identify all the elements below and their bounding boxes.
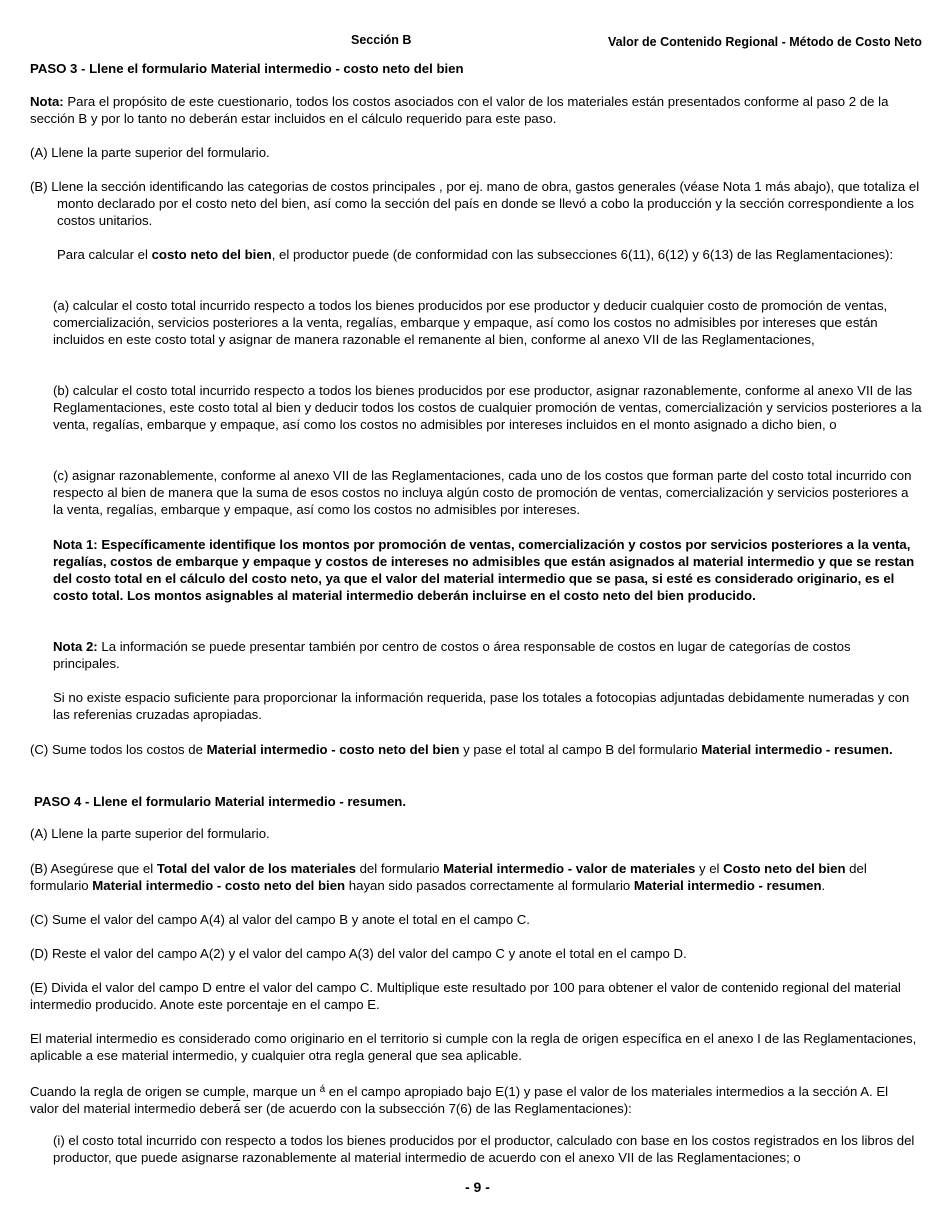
paso3-step-b: (B) Llene la sección identificando las categorias de costos principales , por ej. mano de obra, gastos generales (véase Nota 1 más abajo), que totaliza el monto declarado por el costo neto del bien, así como la sección del país en donde se llevó a cobo la producción y la sección correspondiente a los costos unitarios.	[30, 179, 920, 228]
paso4-option-i: (i) el costo total incurrido con respecto a todos los bienes producidos por el productor, calculado con base en los costos registrados en los libros del productor, que puede asignarse razonablemente al material intermedio de acuerdo con el anexo VII de las Reglamentaciones; o	[53, 1133, 915, 1165]
page-number: - 9 -	[465, 1179, 490, 1195]
checkmark-glyph: á	[319, 1084, 326, 1095]
paso3-nota: Nota: Para el propósito de este cuestionario, todos los costos asociados con el valor de los materiales están presentados conforme al paso 2 de la sección B y por lo tanto no deberán estar incluidos en el cálculo requerido para este paso.	[30, 94, 889, 126]
paso4-step-c: (C) Sume el valor del campo A(4) al valor del campo B y anote el total en el campo C.	[30, 912, 530, 927]
paso3-step-c: (C) Sume todos los costos de Material intermedio - costo neto del bien y pase el total al campo B del formulario Material intermedio - resumen.	[30, 742, 893, 757]
nota-label: Nota:	[30, 94, 64, 109]
paso4-step-a: (A) Llene la parte superior del formulario.	[30, 826, 270, 841]
paso4-heading: PASO 4 - Llene el formulario Material intermedio - resumen.	[34, 794, 407, 809]
paso4-step-e: (E) Divida el valor del campo D entre el valor del campo C. Multiplique este resultado por 100 para obtener el valor de contenido regional del material intermedio producido. Anote este porcentaje en el campo E.	[30, 980, 901, 1012]
paso3-heading: PASO 3 - Llene el formulario Material intermedio - costo neto del bien	[30, 61, 464, 76]
paso3-nota1: Nota 1: Específicamente identifique los montos por promoción de ventas, comercialización y costos por servicios posteriores a la venta, regalías, costos de embarque y empaque y costos de intereses no admisibles que están asignados al material intermedio y que se restan del costo total en el cálculo del costo neto, ya que el valor del material intermedio que se pasa, si esté es considerado originario, es el costo total. Los montos asignables al material intermedio deberán incluirse en el costo neto del bien producido.	[53, 537, 915, 603]
paso4-originario: El material intermedio es considerado como originario en el territorio si cumple con la regla de origen específica en el anexo I de las Reglamentaciones, aplicable a ese material intermedio, y cualquier otra regla general que sea aplicable.	[30, 1031, 917, 1063]
paso4-step-d: (D) Reste el valor del campo A(2) y el valor del campo A(3) del valor del campo C y anote el total en el campo D.	[30, 946, 687, 961]
page-header-title: Valor de Contenido Regional - Método de Costo Neto	[608, 35, 922, 49]
paso3-nota2: Nota 2: La información se puede presentar también por centro de costos o área responsable de costos en lugar de categorías de costos principales.	[53, 639, 851, 671]
paso3-step-a: (A) Llene la parte superior del formulario.	[30, 145, 270, 160]
accent-glyph: $\overline{á}$	[233, 1101, 241, 1116]
paso3-calc-intro: Para calcular el costo neto del bien, el productor puede (de conformidad con las subsecciones 6(11), 6(12) y 6(13) de las Reglamentaciones):	[57, 247, 894, 262]
section-label: Sección B	[351, 33, 412, 47]
paso3-option-a: (a) calcular el costo total incurrido respecto a todos los bienes producidos por ese productor y deducir cualquier costo de promoción de ventas, comercialización, servicios posteriores a la venta, regalías, embarque y empaque, así como los costos no admisibles por intereses que están incluidos en este costo total y asignar de manera razonable el remanente al bien, conforme al anexo VII de las Reglamentaciones,	[53, 298, 888, 347]
paso3-option-b: (b) calcular el costo total incurrido respecto a todos los bienes producidos por ese productor, asignar razonablemente, conforme al anexo VII de las Reglamentaciones, este costo total al bien y deducir todos los costos de cualquier promoción de ventas, comercialización y servicios posteriores a la venta, regalías, embarque y empaque, así como los costos no admisibles por intereses incluidos en el monto asignado a dicho bien, o	[53, 383, 922, 432]
paso3-option-c: (c) asignar razonablemente, conforme al anexo VII de las Reglamentaciones, cada uno de los costos que forman parte del costo total incurrido con respecto al bien de manera que la suma de esos costos no incluya algún costo de promoción de ventas, comercialización y servicios posteriores a la venta, regalías, embarque y empaque, así como los costos no admisibles por intereses.	[53, 468, 912, 517]
nota2-label: Nota 2:	[53, 639, 98, 654]
paso3-espacio: Si no existe espacio suficiente para proporcionar la información requerida, pase los totales a fotocopias adjuntadas debidamente numeradas y con las referenias cruzadas apropiadas.	[53, 690, 910, 722]
paso4-step-b: (B) Asegúrese que el Total del valor de los materiales del formulario Material intermedio - valor de materiales y el Costo neto del bien del formulario Material intermedio - costo neto del bien hayan sido pasados correctamente al formulario Material intermedio - resumen.	[30, 861, 867, 893]
paso4-cuando: Cuando la regla de origen se cumple, marque un $^á$ en el campo apropiado bajo E(1) y pase el valor de los materiales intermedios a la sección A. El valor del material intermedio $deber\overline{á}$ ser (de acuerdo con la subsección 7(6) de las Reglamentaciones):	[30, 1084, 889, 1116]
